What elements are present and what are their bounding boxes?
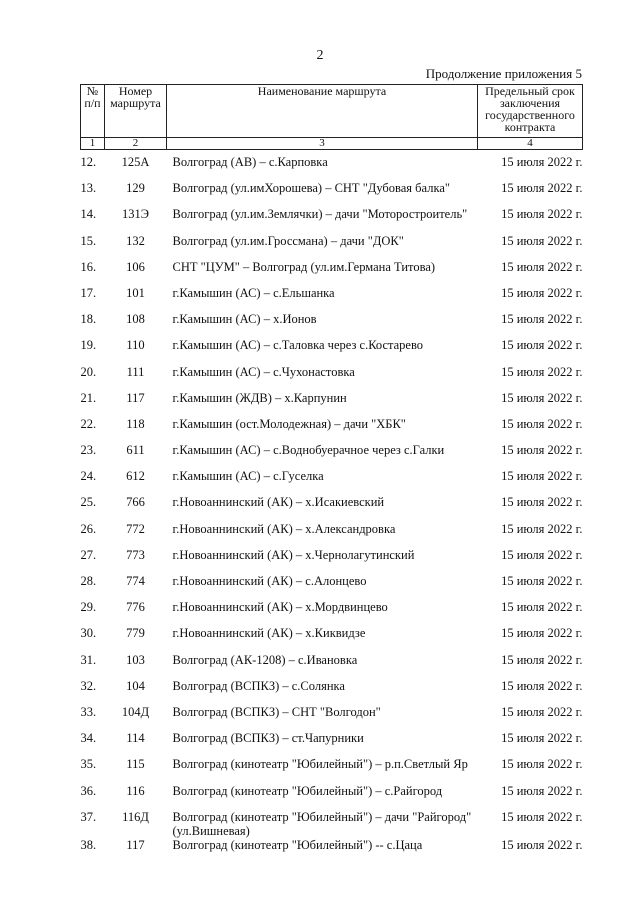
- continuation-label: Продолжение приложения 5: [425, 66, 582, 81]
- routes-table: [80, 84, 583, 864]
- contract-deadline: 15 июля 2022 г.: [501, 626, 583, 641]
- route-code: 116: [126, 783, 145, 798]
- contract-deadline: 15 июля 2022 г.: [501, 207, 583, 222]
- table-row: [81, 731, 583, 757]
- row-number: 18.: [80, 312, 97, 327]
- route-name: г.Камышин (АС) – с.Ельшанка: [172, 285, 335, 300]
- table-row: [81, 312, 583, 338]
- page-number: 2: [316, 48, 324, 63]
- row-number: 21.: [80, 390, 97, 405]
- contract-deadline: 15 июля 2022 г.: [501, 547, 583, 562]
- contract-deadline: 15 июля 2022 г.: [501, 521, 583, 536]
- column-number: 4: [478, 138, 583, 150]
- contract-deadline: 15 июля 2022 г.: [501, 181, 583, 196]
- contract-deadline: 15 июля 2022 г.: [501, 837, 583, 852]
- table-row: [81, 838, 583, 864]
- route-name: Волгоград (кинотеатр "Юбилейный") – дачи "Райгород" (ул.Вишневая): [172, 809, 472, 838]
- header-route-code: Номер маршрута: [105, 85, 167, 138]
- contract-deadline: 15 июля 2022 г.: [501, 155, 583, 169]
- row-number: 30.: [80, 626, 97, 641]
- route-code: 104: [126, 678, 145, 693]
- contract-deadline: 15 июля 2022 г.: [501, 469, 583, 484]
- row-number: 34.: [80, 731, 97, 746]
- route-name: г.Камышин (АС) – с.Таловка через с.Костарево: [172, 338, 424, 353]
- route-name: г.Камышин (АС) – х.Ионов: [172, 312, 317, 327]
- route-code: 103: [126, 652, 145, 667]
- route-code: 101: [126, 285, 145, 300]
- route-name: г.Новоаннинский (АК) – х.Исакиевский: [172, 495, 385, 510]
- route-code: 110: [126, 338, 145, 353]
- header-route-name: Наименование маршрута: [167, 85, 478, 138]
- route-name: Волгоград (АВ) – с.Карповка: [172, 155, 328, 169]
- table-row: [81, 338, 583, 364]
- contract-deadline: 15 июля 2022 г.: [501, 757, 583, 772]
- row-number: 15.: [80, 233, 97, 248]
- table-row: [81, 469, 583, 495]
- contract-deadline: 15 июля 2022 г.: [501, 652, 583, 667]
- route-code: 114: [126, 731, 145, 746]
- row-number: 13.: [80, 181, 97, 196]
- table-row: [81, 260, 583, 286]
- table-row: [81, 417, 583, 443]
- row-number: 38.: [80, 837, 97, 852]
- row-number: 23.: [80, 443, 97, 458]
- route-name: Волгоград (АК-1208) – с.Ивановка: [172, 652, 358, 667]
- route-code: 612: [126, 469, 145, 484]
- route-code: 118: [126, 416, 145, 431]
- row-number: 24.: [80, 469, 97, 484]
- table-header-row: [81, 85, 583, 138]
- column-number-row: [81, 138, 583, 150]
- table-row: [81, 207, 583, 233]
- route-name: Волгоград (ВСПКЗ) – СНТ "Волгодон": [172, 704, 381, 719]
- route-code: 131Э: [121, 207, 149, 222]
- route-code: 106: [126, 259, 145, 274]
- row-number: 16.: [80, 259, 97, 274]
- contract-deadline: 15 июля 2022 г.: [501, 783, 583, 798]
- route-code: 132: [126, 233, 145, 248]
- route-name: Волгоград (ул.имХорошева) – СНТ "Дубовая балка": [172, 181, 450, 196]
- table-row: [81, 522, 583, 548]
- header-deadline: Предельный срок заключения государственного контракта: [478, 85, 583, 138]
- contract-deadline: 15 июля 2022 г.: [501, 312, 583, 327]
- route-code: 611: [126, 443, 145, 458]
- contract-deadline: 15 июля 2022 г.: [501, 809, 583, 824]
- row-number: 32.: [80, 678, 97, 693]
- contract-deadline: 15 июля 2022 г.: [501, 600, 583, 615]
- contract-deadline: 15 июля 2022 г.: [501, 416, 583, 431]
- route-code: 776: [126, 600, 145, 615]
- column-number: 1: [81, 138, 105, 150]
- contract-deadline: 15 июля 2022 г.: [501, 495, 583, 510]
- contract-deadline: 15 июля 2022 г.: [501, 704, 583, 719]
- row-number: 17.: [80, 285, 97, 300]
- route-code: 766: [126, 495, 145, 510]
- table-row: [81, 365, 583, 391]
- table-row: [81, 653, 583, 679]
- row-number: 28.: [80, 574, 97, 588]
- table-row: [81, 705, 583, 731]
- row-number: 19.: [80, 338, 97, 353]
- route-code: 779: [126, 626, 145, 641]
- route-name: г.Новоаннинский (АК) – х.Мордвинцево: [172, 600, 388, 615]
- route-code: 108: [126, 312, 145, 327]
- table-row: [81, 495, 583, 521]
- table-row: [81, 181, 583, 207]
- table-row: [81, 286, 583, 312]
- route-name: г.Новоаннинский (АК) – х.Киквидзе: [172, 626, 366, 641]
- row-number: 26.: [80, 521, 97, 536]
- contract-deadline: 15 июля 2022 г.: [501, 259, 583, 274]
- route-name: г.Новоаннинский (АК) – х.Чернолагутинский: [172, 547, 415, 562]
- row-number: 20.: [80, 364, 97, 379]
- row-number: 29.: [80, 600, 97, 615]
- table-row: [81, 810, 583, 838]
- column-number: 2: [105, 138, 167, 150]
- row-number: 36.: [80, 783, 97, 798]
- route-name: Волгоград (кинотеатр "Юбилейный") – р.п.Светлый Яр: [172, 757, 468, 772]
- route-name: Волгоград (ВСПКЗ) – ст.Чапурники: [172, 731, 364, 746]
- contract-deadline: 15 июля 2022 г.: [501, 731, 583, 746]
- table-row: [81, 391, 583, 417]
- route-name: Волгоград (ВСПКЗ) – с.Солянка: [172, 678, 345, 693]
- table-row: [81, 443, 583, 469]
- header-num: № п/п: [81, 85, 105, 138]
- row-number: 25.: [80, 495, 97, 510]
- contract-deadline: 15 июля 2022 г.: [501, 678, 583, 693]
- contract-deadline: 15 июля 2022 г.: [501, 338, 583, 353]
- contract-deadline: 15 июля 2022 г.: [501, 574, 583, 588]
- row-number: 31.: [80, 652, 97, 667]
- route-name: Волгоград (кинотеатр "Юбилейный") -- с.Цаца: [172, 837, 423, 852]
- route-name: г.Камышин (АС) – с.Воднобуерачное через с.Галки: [172, 443, 445, 458]
- table-row: [81, 757, 583, 783]
- route-name: г.Камышин (ЖДВ) – х.Карпунин: [172, 390, 347, 405]
- table-row: [81, 548, 583, 574]
- row-number: 33.: [80, 704, 97, 719]
- table-row: [81, 600, 583, 626]
- contract-deadline: 15 июля 2022 г.: [501, 364, 583, 379]
- table-row: [81, 626, 583, 652]
- route-name: СНТ "ЦУМ" – Волгоград (ул.им.Германа Титова): [172, 259, 436, 274]
- route-code: 104Д: [121, 704, 150, 719]
- table-row: [81, 574, 583, 600]
- table-row: [81, 150, 583, 182]
- route-name: Волгоград (ул.им.Землячки) – дачи "Моторостроитель": [172, 207, 468, 222]
- route-code: 117: [126, 837, 145, 852]
- contract-deadline: 15 июля 2022 г.: [501, 443, 583, 458]
- route-code: 115: [126, 757, 145, 772]
- contract-deadline: 15 июля 2022 г.: [501, 285, 583, 300]
- column-number: 3: [167, 138, 478, 150]
- route-code: 117: [126, 390, 145, 405]
- route-name: Волгоград (ул.им.Гроссмана) – дачи "ДОК": [172, 233, 404, 248]
- table-body: [81, 150, 583, 864]
- route-code: 772: [126, 521, 145, 536]
- route-name: г.Камышин (ост.Молодежная) – дачи "ХБК": [172, 416, 406, 431]
- table-row: [81, 679, 583, 705]
- contract-deadline: 15 июля 2022 г.: [501, 390, 583, 405]
- table-row: [81, 234, 583, 260]
- route-name: г.Новоаннинский (АК) – х.Александровка: [172, 521, 396, 536]
- route-name: г.Новоаннинский (АК) – с.Алонцево: [172, 574, 367, 588]
- route-name: г.Камышин (АС) – с.Чухонастовка: [172, 364, 355, 379]
- route-code: 116Д: [122, 809, 149, 824]
- route-name: Волгоград (кинотеатр "Юбилейный") – с.Райгород: [172, 783, 443, 798]
- route-code: 773: [126, 547, 145, 562]
- row-number: 14.: [80, 207, 97, 222]
- row-number: 27.: [80, 547, 97, 562]
- route-code: 111: [126, 364, 145, 379]
- table-row: [81, 784, 583, 810]
- route-code: 125А: [121, 155, 150, 169]
- route-name: г.Камышин (АС) – с.Гуселка: [172, 469, 324, 484]
- row-number: 22.: [80, 416, 97, 431]
- contract-deadline: 15 июля 2022 г.: [501, 233, 583, 248]
- route-code: 774: [126, 574, 145, 588]
- route-code: 129: [126, 181, 145, 196]
- row-number: 12.: [80, 155, 97, 169]
- row-number: 37.: [80, 809, 97, 824]
- row-number: 35.: [80, 757, 97, 772]
